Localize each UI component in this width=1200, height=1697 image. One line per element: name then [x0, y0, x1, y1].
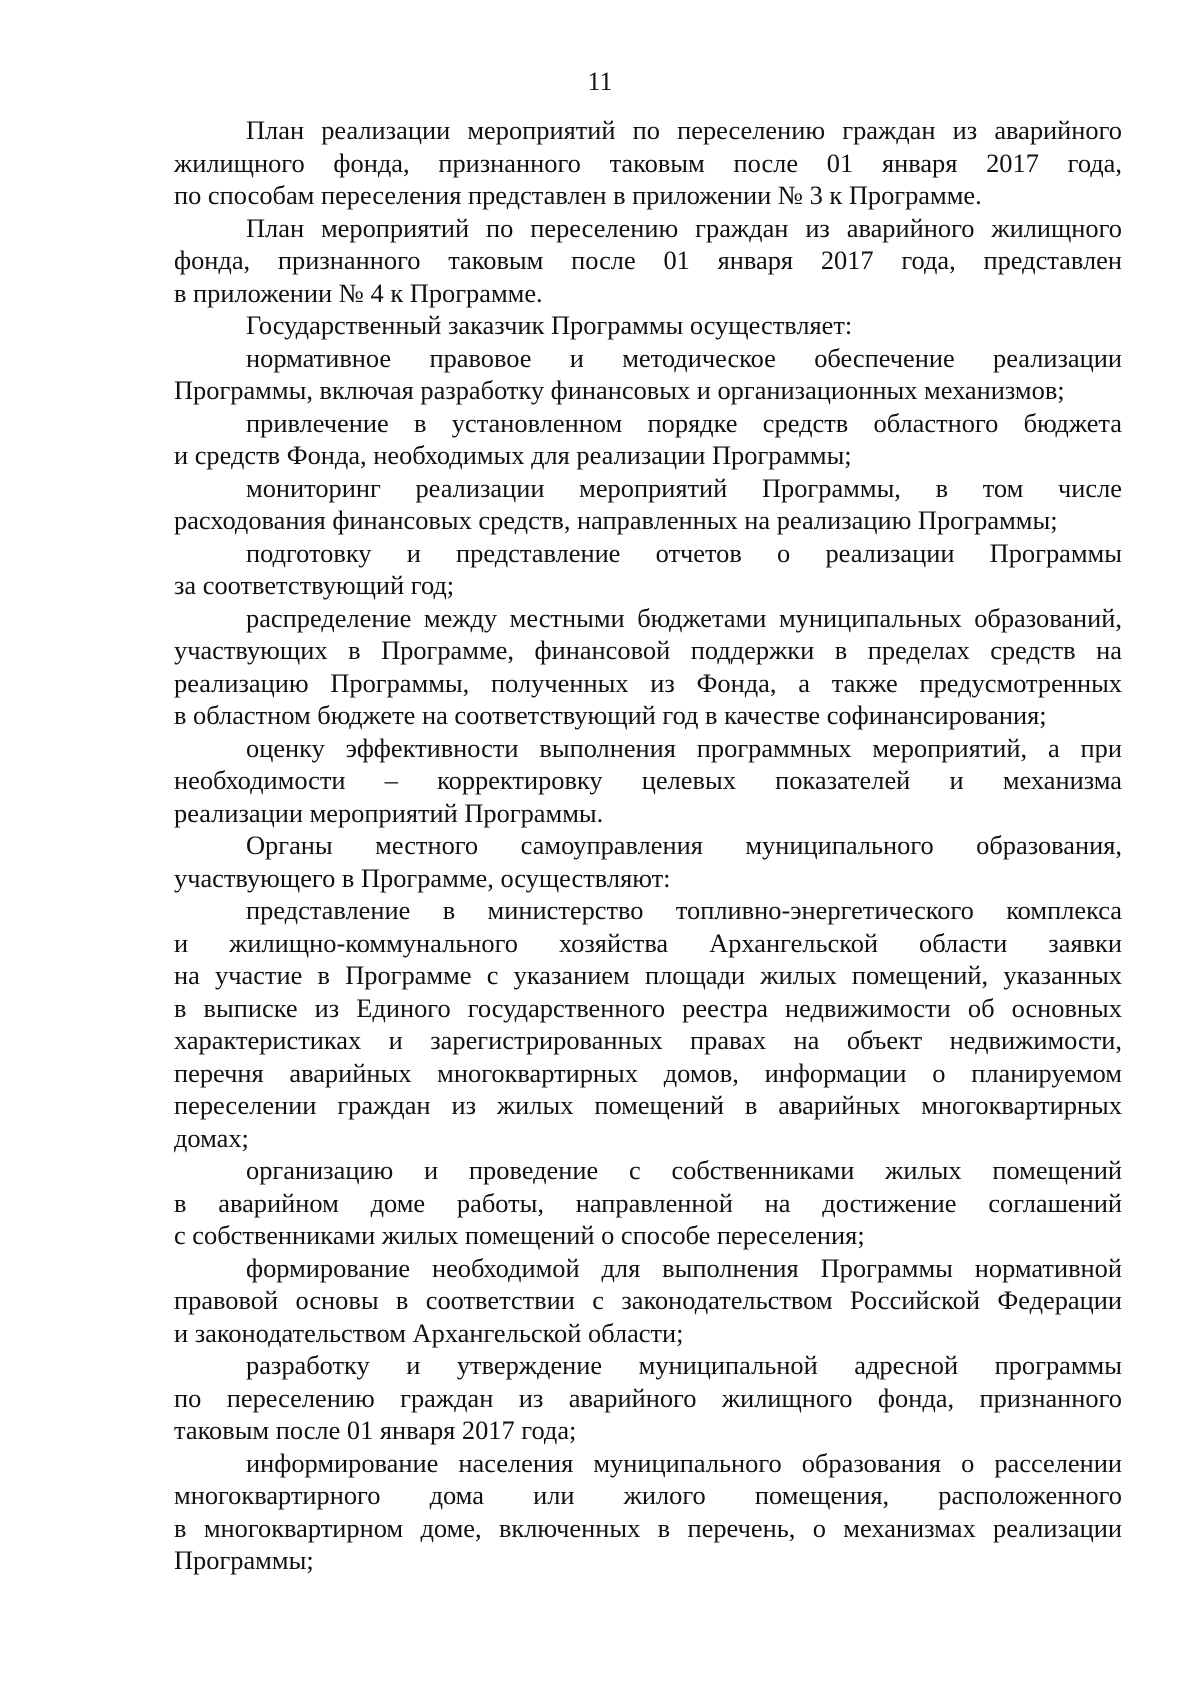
text-line: и средств Фонда, необходимых для реализации Программы; — [174, 440, 852, 470]
text-line: Государственный заказчик Программы осуществляет: — [246, 310, 853, 340]
page-number: 11 — [587, 67, 613, 96]
text-line: представление в министерство топливно-энергетического комплекса — [246, 895, 1122, 925]
text-line: участвующих в Программе, финансовой поддержки в пределах средств на — [174, 635, 1122, 665]
paragraph — [174, 114, 1122, 212]
text-line: с собственниками жилых помещений о способе переселения; — [174, 1220, 865, 1250]
text-line: Органы местного самоуправления муниципального образования, — [246, 830, 1122, 860]
text-line: домах; — [174, 1122, 249, 1153]
paragraph — [174, 829, 1122, 894]
text-line: правовой основы в соответствии с законодательством Российской Федерации — [174, 1285, 1122, 1315]
text-line: перечня аварийных многоквартирных домов, информации о планируемом — [174, 1057, 1122, 1088]
text-line: нормативное правовое и методическое обеспечение реализации — [246, 342, 1122, 373]
paragraph — [174, 472, 1122, 537]
text-line: План мероприятий по переселению граждан из аварийного жилищного — [246, 212, 1122, 243]
text-line: и законодательством Архангельской области; — [174, 1317, 684, 1348]
text-line: в многоквартирном доме, включенных в перечень, о механизмах реализации — [174, 1512, 1122, 1543]
text-line: жилищного фонда, признанного таковым после 01 января 2017 года, — [174, 147, 1122, 178]
text-line: по способам переселения представлен в приложении № 3 к Программе. — [174, 180, 982, 210]
text-line: оценку эффективности выполнения программных мероприятий, а при — [246, 732, 1122, 763]
document-body — [174, 114, 1122, 1577]
text-line: организацию и проведение с собственниками жилых помещений — [246, 1155, 1122, 1185]
text-line: многоквартирного дома или жилого помещения, расположенного — [174, 1480, 1122, 1510]
text-line: на участие в Программе с указанием площади жилых помещений, указанных — [174, 960, 1122, 990]
text-line: подготовку и представление отчетов о реализации Программы — [246, 537, 1122, 568]
paragraph — [174, 1447, 1122, 1577]
text-line: характеристиках и зарегистрированных правах на объект недвижимости, — [174, 1025, 1122, 1055]
paragraph — [174, 1349, 1122, 1447]
text-line: и жилищно-коммунального хозяйства Архангельской области заявки — [174, 927, 1122, 958]
paragraph — [174, 537, 1122, 602]
text-line: в областном бюджете на соответствующий год в качестве софинансирования; — [174, 700, 1047, 730]
text-line: распределение между местными бюджетами муниципальных образований, — [246, 602, 1122, 633]
text-line: участвующего в Программе, осуществляют: — [174, 862, 671, 893]
paragraph — [174, 407, 1122, 472]
paragraph — [174, 212, 1122, 310]
text-line: в аварийном доме работы, направленной на достижение соглашений — [174, 1187, 1122, 1218]
text-line: таковым после 01 января 2017 года; — [174, 1415, 577, 1445]
text-line: реализации мероприятий Программы. — [174, 797, 604, 828]
text-line: фонда, признанного таковым после 01 января 2017 года, представлен — [174, 245, 1122, 275]
text-line: расходования финансовых средств, направленных на реализацию Программы; — [174, 505, 1058, 535]
paragraph — [174, 342, 1122, 407]
text-line: необходимости – корректировку целевых показателей и механизма — [174, 765, 1122, 795]
text-line: формирование необходимой для выполнения Программы нормативной — [246, 1252, 1122, 1283]
text-line: Программы, включая разработку финансовых и организационных механизмов; — [174, 375, 1065, 405]
text-line: Программы; — [174, 1545, 314, 1575]
text-line: информирование населения муниципального образования о расселении — [246, 1447, 1122, 1478]
text-line: за соответствующий год; — [174, 570, 455, 600]
paragraph — [174, 602, 1122, 732]
text-line: в приложении № 4 к Программе. — [174, 277, 543, 308]
text-line: по переселению граждан из аварийного жилищного фонда, признанного — [174, 1382, 1122, 1413]
text-line: разработку и утверждение муниципальной адресной программы — [246, 1350, 1122, 1380]
text-line: План реализации мероприятий по переселению граждан из аварийного — [246, 115, 1122, 145]
text-line: в выписке из Единого государственного реестра недвижимости об основных — [174, 992, 1122, 1023]
paragraph — [174, 894, 1122, 1154]
text-line: переселении граждан из жилых помещений в аварийных многоквартирных — [174, 1090, 1122, 1120]
paragraph — [174, 1252, 1122, 1350]
text-line: мониторинг реализации мероприятий Программы, в том числе — [246, 472, 1122, 503]
paragraph — [174, 309, 1122, 342]
paragraph — [174, 732, 1122, 830]
text-line: привлечение в установленном порядке средств областного бюджета — [246, 407, 1122, 438]
paragraph — [174, 1154, 1122, 1252]
text-line: реализацию Программы, полученных из Фонда, а также предусмотренных — [174, 667, 1122, 698]
